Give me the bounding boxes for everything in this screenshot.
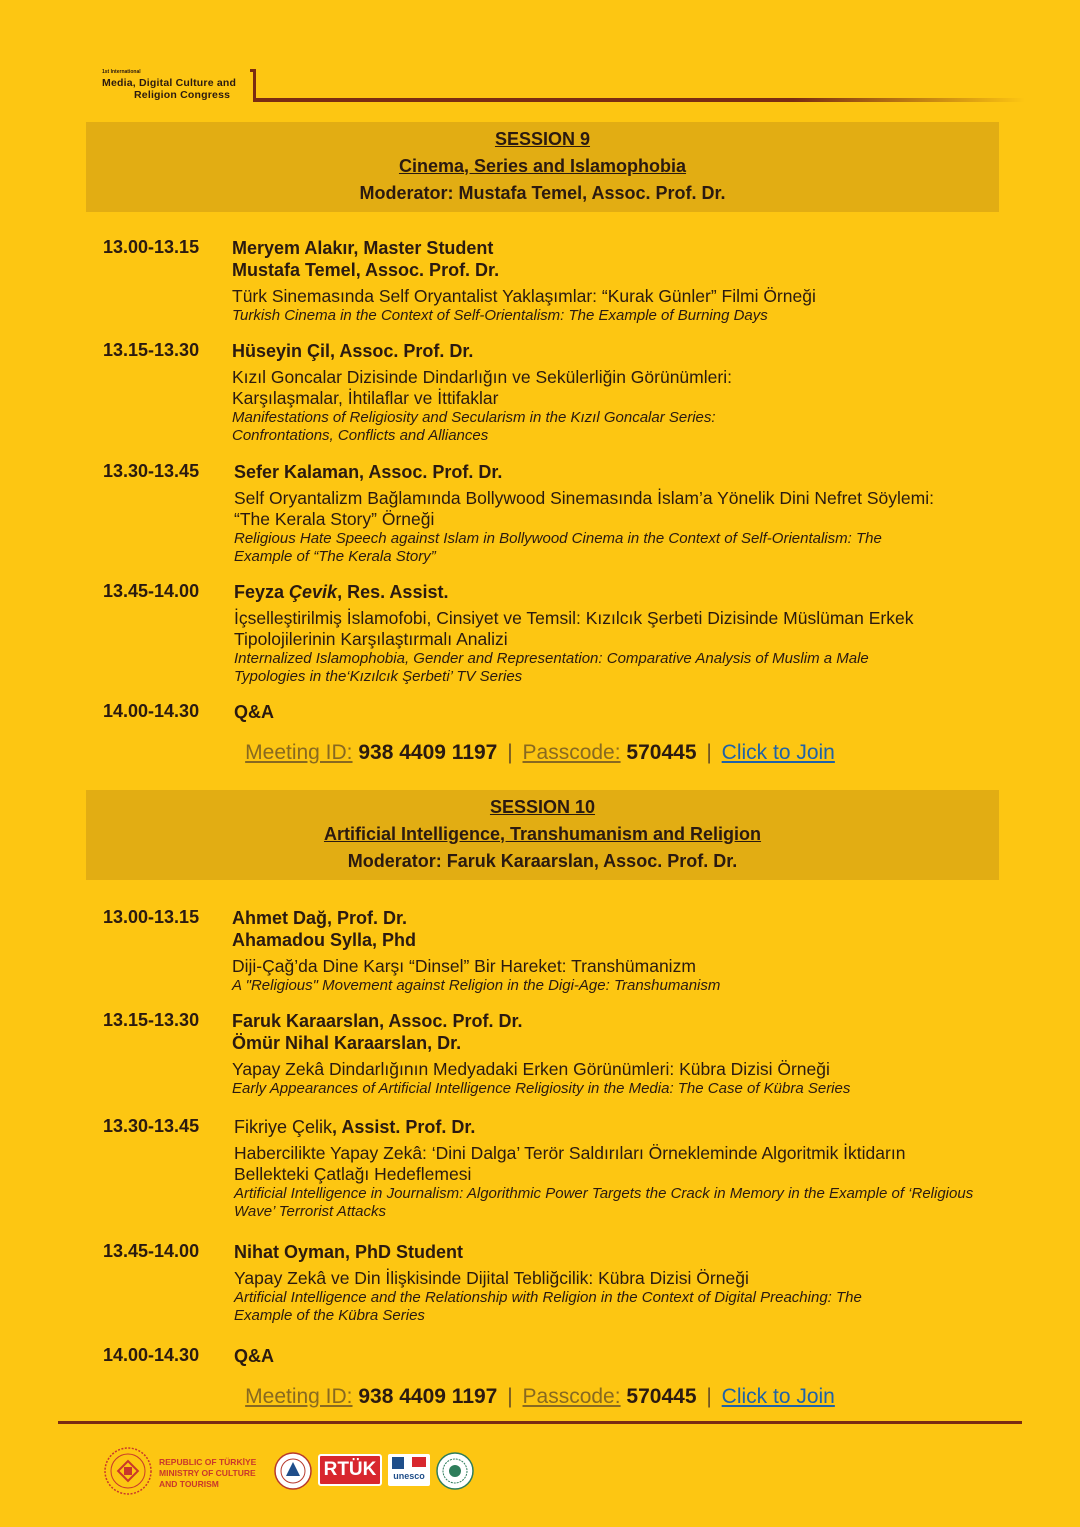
meeting-id-value: 938 4409 1197 — [358, 741, 498, 764]
ministry-line-2: MINISTRY OF CULTURE — [159, 1468, 256, 1478]
talk-title-en: Religious Hate Speech against Islam in Bollywood Cinema in the Context of Self-Orientalism: The Example of “The Kerala Story” — [234, 530, 882, 565]
speaker-name: Nihat Oyman, PhD Student — [234, 1242, 464, 1262]
flag-icon — [412, 1457, 426, 1467]
passcode-label: Passcode: — [522, 1385, 621, 1408]
talk-time: 13.30-13.45 — [103, 1116, 200, 1136]
session-9-banner — [86, 122, 999, 212]
ministry-logo-block — [103, 1446, 273, 1496]
talk-time: 14.00-14.30 — [103, 701, 200, 721]
speaker-name: Faruk Karaarslan, Assoc. Prof. Dr. — [232, 1011, 523, 1031]
congress-header — [100, 66, 1030, 106]
separator: | — [706, 741, 712, 764]
talk-time: 13.00-13.15 — [103, 907, 200, 927]
meeting-id-label: Meeting ID: — [245, 1385, 353, 1408]
speaker-name: Ahamadou Sylla, Phd — [232, 930, 417, 950]
meeting-info-session-9 — [0, 741, 1080, 765]
talk-time: 13.30-13.45 — [103, 461, 200, 481]
talk-title-tr: Kızıl Goncalar Dizisinde Dindarlığın ve Sekülerliğin Görünümleri: Karşılaşmalar, İhtilaflar ve İttifaklar — [232, 367, 732, 408]
association-seal-icon — [436, 1452, 474, 1490]
talk-title-en: Artificial Intelligence in Journalism: Algorithmic Power Targets the Crack in Memory in the Example of ‘Religious Wave’ Terrorist Attacks — [234, 1185, 974, 1220]
header-rule — [253, 98, 1025, 102]
header-small-text: 1st International — [102, 69, 141, 75]
talk-time: 13.15-13.30 — [103, 1010, 200, 1030]
join-meeting-link[interactable]: Click to Join — [721, 1385, 835, 1408]
footer-rule — [58, 1421, 1022, 1424]
speaker-name: Fikriye Çelik, Assist. Prof. Dr. — [234, 1117, 476, 1137]
speaker-name: Hüseyin Çil, Assoc. Prof. Dr. — [232, 341, 474, 361]
ministry-emblem-icon — [103, 1446, 153, 1496]
talk-title-tr: Yapay Zekâ ve Din İlişkisinde Dijital Tebliğcilik: Kübra Dizisi Örneği — [234, 1268, 749, 1288]
talk-time: 14.00-14.30 — [103, 1345, 200, 1365]
talk-title-tr: Türk Sinemasında Self Oryantalist Yaklaşımlar: “Kurak Günler” Filmi Örneği — [232, 286, 816, 306]
talk-time: 13.45-14.00 — [103, 1241, 200, 1261]
passcode-value: 570445 — [626, 1385, 697, 1408]
separator: | — [507, 1385, 513, 1408]
speaker-name: Ömür Nihal Karaarslan, Dr. — [232, 1033, 462, 1053]
separator: | — [507, 741, 513, 764]
session-number: SESSION 10 — [489, 797, 596, 817]
session-moderator: Moderator: Faruk Karaarslan, Assoc. Prof. Dr. — [347, 851, 738, 871]
session-title: Cinema, Series and Islamophobia — [398, 156, 687, 176]
unesco-logo — [388, 1454, 430, 1486]
talk-title-tr: İçselleştirilmiş İslamofobi, Cinsiyet ve Temsil: Kızılcık Şerbeti Dizisinde Müslüman Erkek Tipolojilerinin Karşılaştırmalı Analizi — [234, 608, 914, 649]
talk-title-en: Internalized Islamophobia, Gender and Representation: Comparative Analysis of Muslim a Male Typologies in the‘Kızılcık Şerbeti’ TV Series — [234, 650, 869, 685]
separator: | — [706, 1385, 712, 1408]
talk-title-en: Early Appearances of Artificial Intelligence Religiosity in the Media: The Case of Kübra Series — [232, 1080, 851, 1097]
talk-title-en: Turkish Cinema in the Context of Self-Orientalism: The Example of Burning Days — [232, 307, 768, 324]
unesco-temple-icon — [392, 1457, 404, 1469]
speaker-name: Meryem Alakır, Master Student — [232, 238, 494, 258]
meeting-id-label: Meeting ID: — [245, 741, 353, 764]
passcode-label: Passcode: — [522, 741, 621, 764]
speaker-name: Ahmet Dağ, Prof. Dr. — [232, 908, 408, 928]
header-bracket — [250, 69, 256, 101]
ministry-line-1: REPUBLIC OF TÜRKİYE — [159, 1457, 257, 1467]
talk-title-tr: Diji-Çağ’da Dine Karşı “Dinsel” Bir Hareket: Transhümanizm — [232, 956, 696, 976]
talk-time: 13.45-14.00 — [103, 581, 200, 601]
session-title: Artificial Intelligence, Transhumanism and Religion — [323, 824, 762, 844]
qa-label: Q&A — [234, 702, 274, 722]
rtuk-logo: RTÜK — [318, 1454, 382, 1486]
talk-title-tr: Habercilikte Yapay Zekâ: ‘Dini Dalga’ Terör Saldırıları Örnekleminde Algoritmik İktidarın Bellekteki Çatlağı Hedeflemesi — [234, 1143, 906, 1184]
passcode-value: 570445 — [626, 741, 697, 764]
meeting-id-value: 938 4409 1197 — [358, 1385, 498, 1408]
talk-time: 13.15-13.30 — [103, 340, 200, 360]
speaker-name: Mustafa Temel, Assoc. Prof. Dr. — [232, 260, 500, 280]
talk-title-en: A "Religious" Movement against Religion in the Digi-Age: Transhumanism — [232, 977, 721, 994]
university-seal-icon — [274, 1452, 312, 1490]
speaker-name: Feyza Çevik, Res. Assist. — [234, 582, 449, 602]
talk-title-en: Manifestations of Religiosity and Secularism in the Kızıl Goncalar Series: Confrontations, Conflicts and Alliances — [232, 409, 716, 444]
talk-title-tr: Yapay Zekâ Dindarlığının Medyadaki Erken Görünümleri: Kübra Dizisi Örneği — [232, 1059, 830, 1079]
header-line-1: Media, Digital Culture and — [102, 77, 237, 89]
talk-time: 13.00-13.15 — [103, 237, 200, 257]
qa-label: Q&A — [234, 1346, 274, 1366]
header-line-2: Religion Congress — [134, 89, 231, 101]
speaker-name: Sefer Kalaman, Assoc. Prof. Dr. — [234, 462, 503, 482]
talk-title-en: Artificial Intelligence and the Relationship with Religion in the Context of Digital Preaching: The Example of the Kübra Series — [234, 1289, 862, 1324]
join-meeting-link[interactable]: Click to Join — [721, 741, 835, 764]
session-10-banner — [86, 790, 999, 880]
talk-title-tr: Self Oryantalizm Bağlamında Bollywood Sinemasında İslam’a Yönelik Dini Nefret Söylemi: “The Kerala Story” Örneği — [234, 488, 934, 529]
unesco-label: unesco — [393, 1471, 425, 1481]
session-moderator: Moderator: Mustafa Temel, Assoc. Prof. Dr. — [359, 183, 726, 203]
ministry-line-3: AND TOURISM — [159, 1479, 219, 1489]
meeting-info-session-10 — [0, 1385, 1080, 1409]
session-number: SESSION 9 — [494, 129, 591, 149]
